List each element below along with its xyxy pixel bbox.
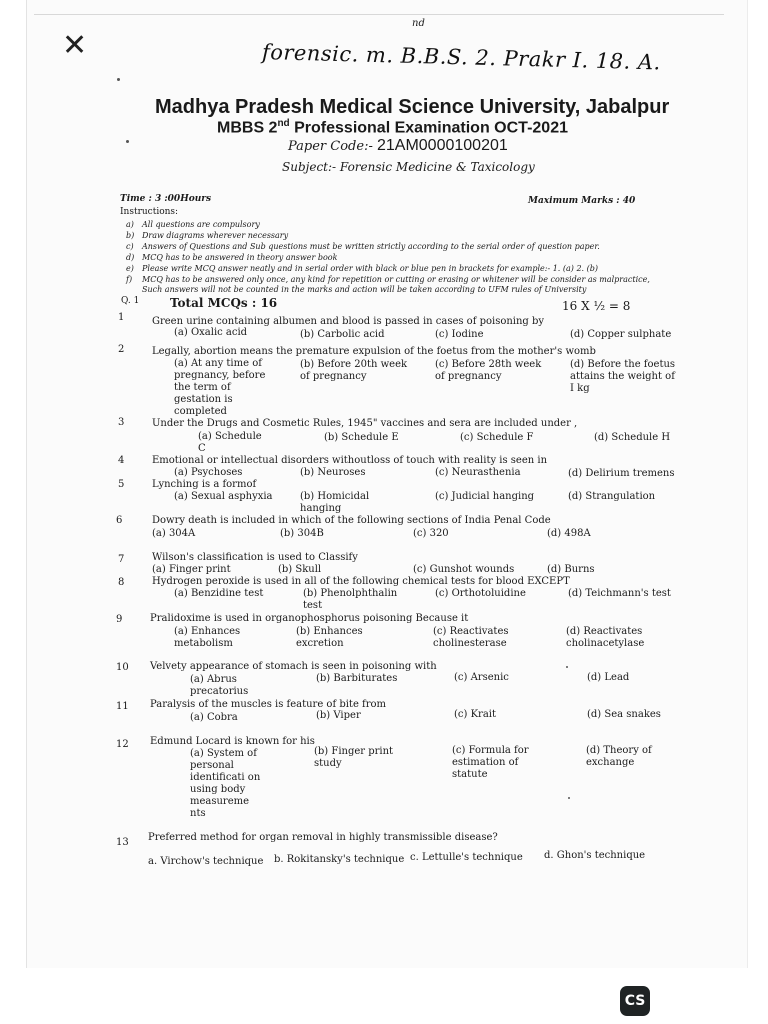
handwritten-note: forensic. m. B.B.S. 2. Prakr I. 18. A.	[261, 40, 662, 75]
page-edge-line	[34, 14, 724, 15]
option-a: (a) 304A	[152, 528, 196, 539]
option-b: (b) Skull	[278, 564, 322, 575]
exam-title: MBBS 2nd Professional Examination OCT-2021	[217, 118, 568, 137]
option-b: (b) Enhances excretion	[296, 626, 363, 649]
instruction-item: d) MCQ has to be answered in theory answer book	[126, 253, 338, 262]
option-d: (d) Teichmann's test	[568, 588, 671, 599]
option-a: (a) Enhances metabolism	[174, 626, 241, 649]
option-a: (a) Finger print	[152, 564, 231, 575]
question-text: Wilson's classification is used to Classify	[152, 552, 358, 563]
option-a: (a) Abrus precatorius	[190, 674, 249, 697]
scan-speck	[126, 140, 129, 143]
question-text: Legally, abortion means the premature expulsion of the foetus from the mother's womb	[152, 346, 596, 357]
question-text: Green urine containing albumen and blood is passed in cases of poisoning by	[152, 316, 545, 327]
instruction-item: b) Draw diagrams wherever necessary	[126, 231, 289, 240]
option-d: (d) Delirium tremens	[568, 468, 675, 479]
instructions-list	[126, 219, 650, 295]
question-text: Velvety appearance of stomach is seen in poisoning with	[150, 661, 437, 672]
option-a: (a) Sexual asphyxia	[174, 491, 273, 502]
option-b: (b) Homicidal hanging	[300, 491, 370, 514]
option-c: (c) Reactivates cholinesterase	[433, 626, 509, 649]
option-c: (c) Gunshot wounds	[413, 564, 515, 575]
instructions-heading: Instructions:	[120, 207, 179, 217]
option-a: a. Virchow's technique	[148, 856, 264, 867]
subject-line: Subject:- Forensic Medicine & Taxicology	[282, 160, 535, 174]
question-number: 4	[118, 455, 125, 466]
option-a: (a) Cobra	[190, 712, 238, 723]
question-number: 3	[118, 417, 125, 428]
question-number: 11	[116, 701, 129, 712]
option-c: (c) Iodine	[435, 329, 484, 340]
option-a: (a) At any time of pregnancy, before the term of gestation is completed	[174, 358, 266, 417]
option-a: (a) Schedule C	[198, 431, 262, 454]
question-text: Preferred method for organ removal in highly transmissible disease?	[148, 832, 498, 843]
scan-speck	[117, 78, 120, 81]
question-text: Pralidoxime is used in organophosphorus poisoning Because it	[150, 613, 469, 624]
university-name: Madhya Pradesh Medical Science University, Jabalpur	[155, 96, 670, 118]
scan-speck	[566, 666, 568, 668]
question-text: Paralysis of the muscles is feature of bite from	[150, 699, 387, 710]
question-number: 6	[116, 515, 123, 526]
question-text: Lynching is a formof	[152, 479, 257, 490]
question-number: 1	[118, 312, 125, 323]
option-d: (d) Copper sulphate	[570, 329, 672, 340]
handwritten-superscript: nd	[412, 18, 425, 29]
instruction-item: c) Answers of Questions and Sub questions must be written strictly according to the serial order of question paper.	[126, 242, 600, 251]
option-b: (b) Barbiturates	[316, 673, 398, 684]
option-d: (d) Theory of exchange	[586, 745, 652, 768]
option-c: (c) Neurasthenia	[435, 467, 521, 478]
option-c: (c) Judicial hanging	[435, 491, 535, 502]
option-b: b. Rokitansky's technique	[274, 854, 405, 865]
option-c: (c) Arsenic	[454, 672, 509, 683]
option-c: (c) Krait	[454, 709, 497, 720]
option-d: (d) Burns	[547, 564, 595, 575]
question-number: 5	[118, 479, 125, 490]
scan-speck	[568, 797, 570, 799]
option-a: (a) Oxalic acid	[174, 327, 248, 338]
mcq-marks: 16 X ½ = 8	[562, 299, 631, 313]
camscanner-logo-icon: CS	[620, 986, 650, 1016]
option-c: (c) Before 28th week of pregnancy	[435, 359, 542, 382]
question-text: Edmund Locard is known for his	[150, 736, 315, 747]
mcq-total: Total MCQs : 16	[170, 296, 278, 310]
instruction-item: a) All questions are compulsory	[126, 220, 260, 229]
question-text: Under the Drugs and Cosmetic Rules, 1945" vaccines and sera are included under ,	[152, 418, 578, 429]
option-b: (b) 304B	[280, 528, 324, 539]
option-d: (d) Lead	[587, 672, 630, 683]
option-c: (c) 320	[413, 528, 449, 539]
question-number: 10	[116, 662, 129, 673]
question-number: 9	[116, 614, 123, 625]
question-text: Emotional or intellectual disorders withoutloss of touch with reality is seen in	[152, 455, 548, 466]
maximum-marks: Maximum Marks : 40	[528, 196, 636, 206]
paper-code: Paper Code:- 21AM0000100201	[288, 137, 508, 154]
question-number: 2	[118, 344, 125, 355]
question-text: Dowry death is included in which of the following sections of India Penal Code	[152, 515, 551, 526]
option-a: (a) Psychoses	[174, 467, 243, 478]
cross-mark-icon: ✕	[62, 28, 88, 63]
option-b: (b) Viper	[316, 710, 361, 721]
option-d: (d) Schedule H	[594, 432, 671, 443]
instruction-item: f) MCQ has to be answered only once, any kind for repetition or cutting or erasing or whitener will be consider as malpractice,	[126, 275, 650, 284]
option-a: (a) Benzidine test	[174, 588, 264, 599]
option-c: (c) Formula for estimation of statute	[452, 745, 529, 780]
option-d: (d) Reactivates cholinacetylase	[566, 626, 645, 649]
option-b: (b) Finger print study	[314, 746, 394, 769]
option-d: d. Ghon's technique	[544, 850, 646, 861]
option-d: (d) 498A	[547, 528, 591, 539]
question-number: 8	[118, 577, 125, 588]
option-b: (b) Before 20th week of pregnancy	[300, 359, 408, 382]
instruction-item: Such answers will not be counted in the marks and action will be taken according to UFM rules of University	[142, 285, 587, 294]
question-number: 13	[116, 837, 129, 848]
option-b: (b) Schedule E	[324, 432, 399, 443]
question-number: 7	[118, 554, 125, 565]
option-a: (a) System of personal identificati on using body measureme nts	[190, 748, 261, 819]
time-duration: Time : 3 :00Hours	[120, 194, 212, 204]
question-number: 12	[116, 739, 129, 750]
option-c: c. Lettulle's technique	[410, 852, 523, 863]
option-c: (c) Orthotoluidine	[435, 588, 526, 599]
question-label: Q. 1	[121, 296, 140, 306]
option-d: (d) Before the foetus attains the weight of I kg	[570, 359, 676, 394]
option-c: (c) Schedule F	[460, 432, 534, 443]
option-b: (b) Phenolphthalin test	[303, 588, 398, 611]
option-d: (d) Strangulation	[568, 491, 656, 502]
option-d: (d) Sea snakes	[587, 709, 661, 720]
option-b: (b) Neuroses	[300, 467, 366, 478]
question-text: Hydrogen peroxide is used in all of the following chemical tests for blood EXCEPT	[152, 576, 570, 587]
option-b: (b) Carbolic acid	[300, 329, 385, 340]
instruction-item: e) Please write MCQ answer neatly and in serial order with black or blue pen in brackets for example:- 1. (a) 2. (b)	[126, 264, 598, 273]
